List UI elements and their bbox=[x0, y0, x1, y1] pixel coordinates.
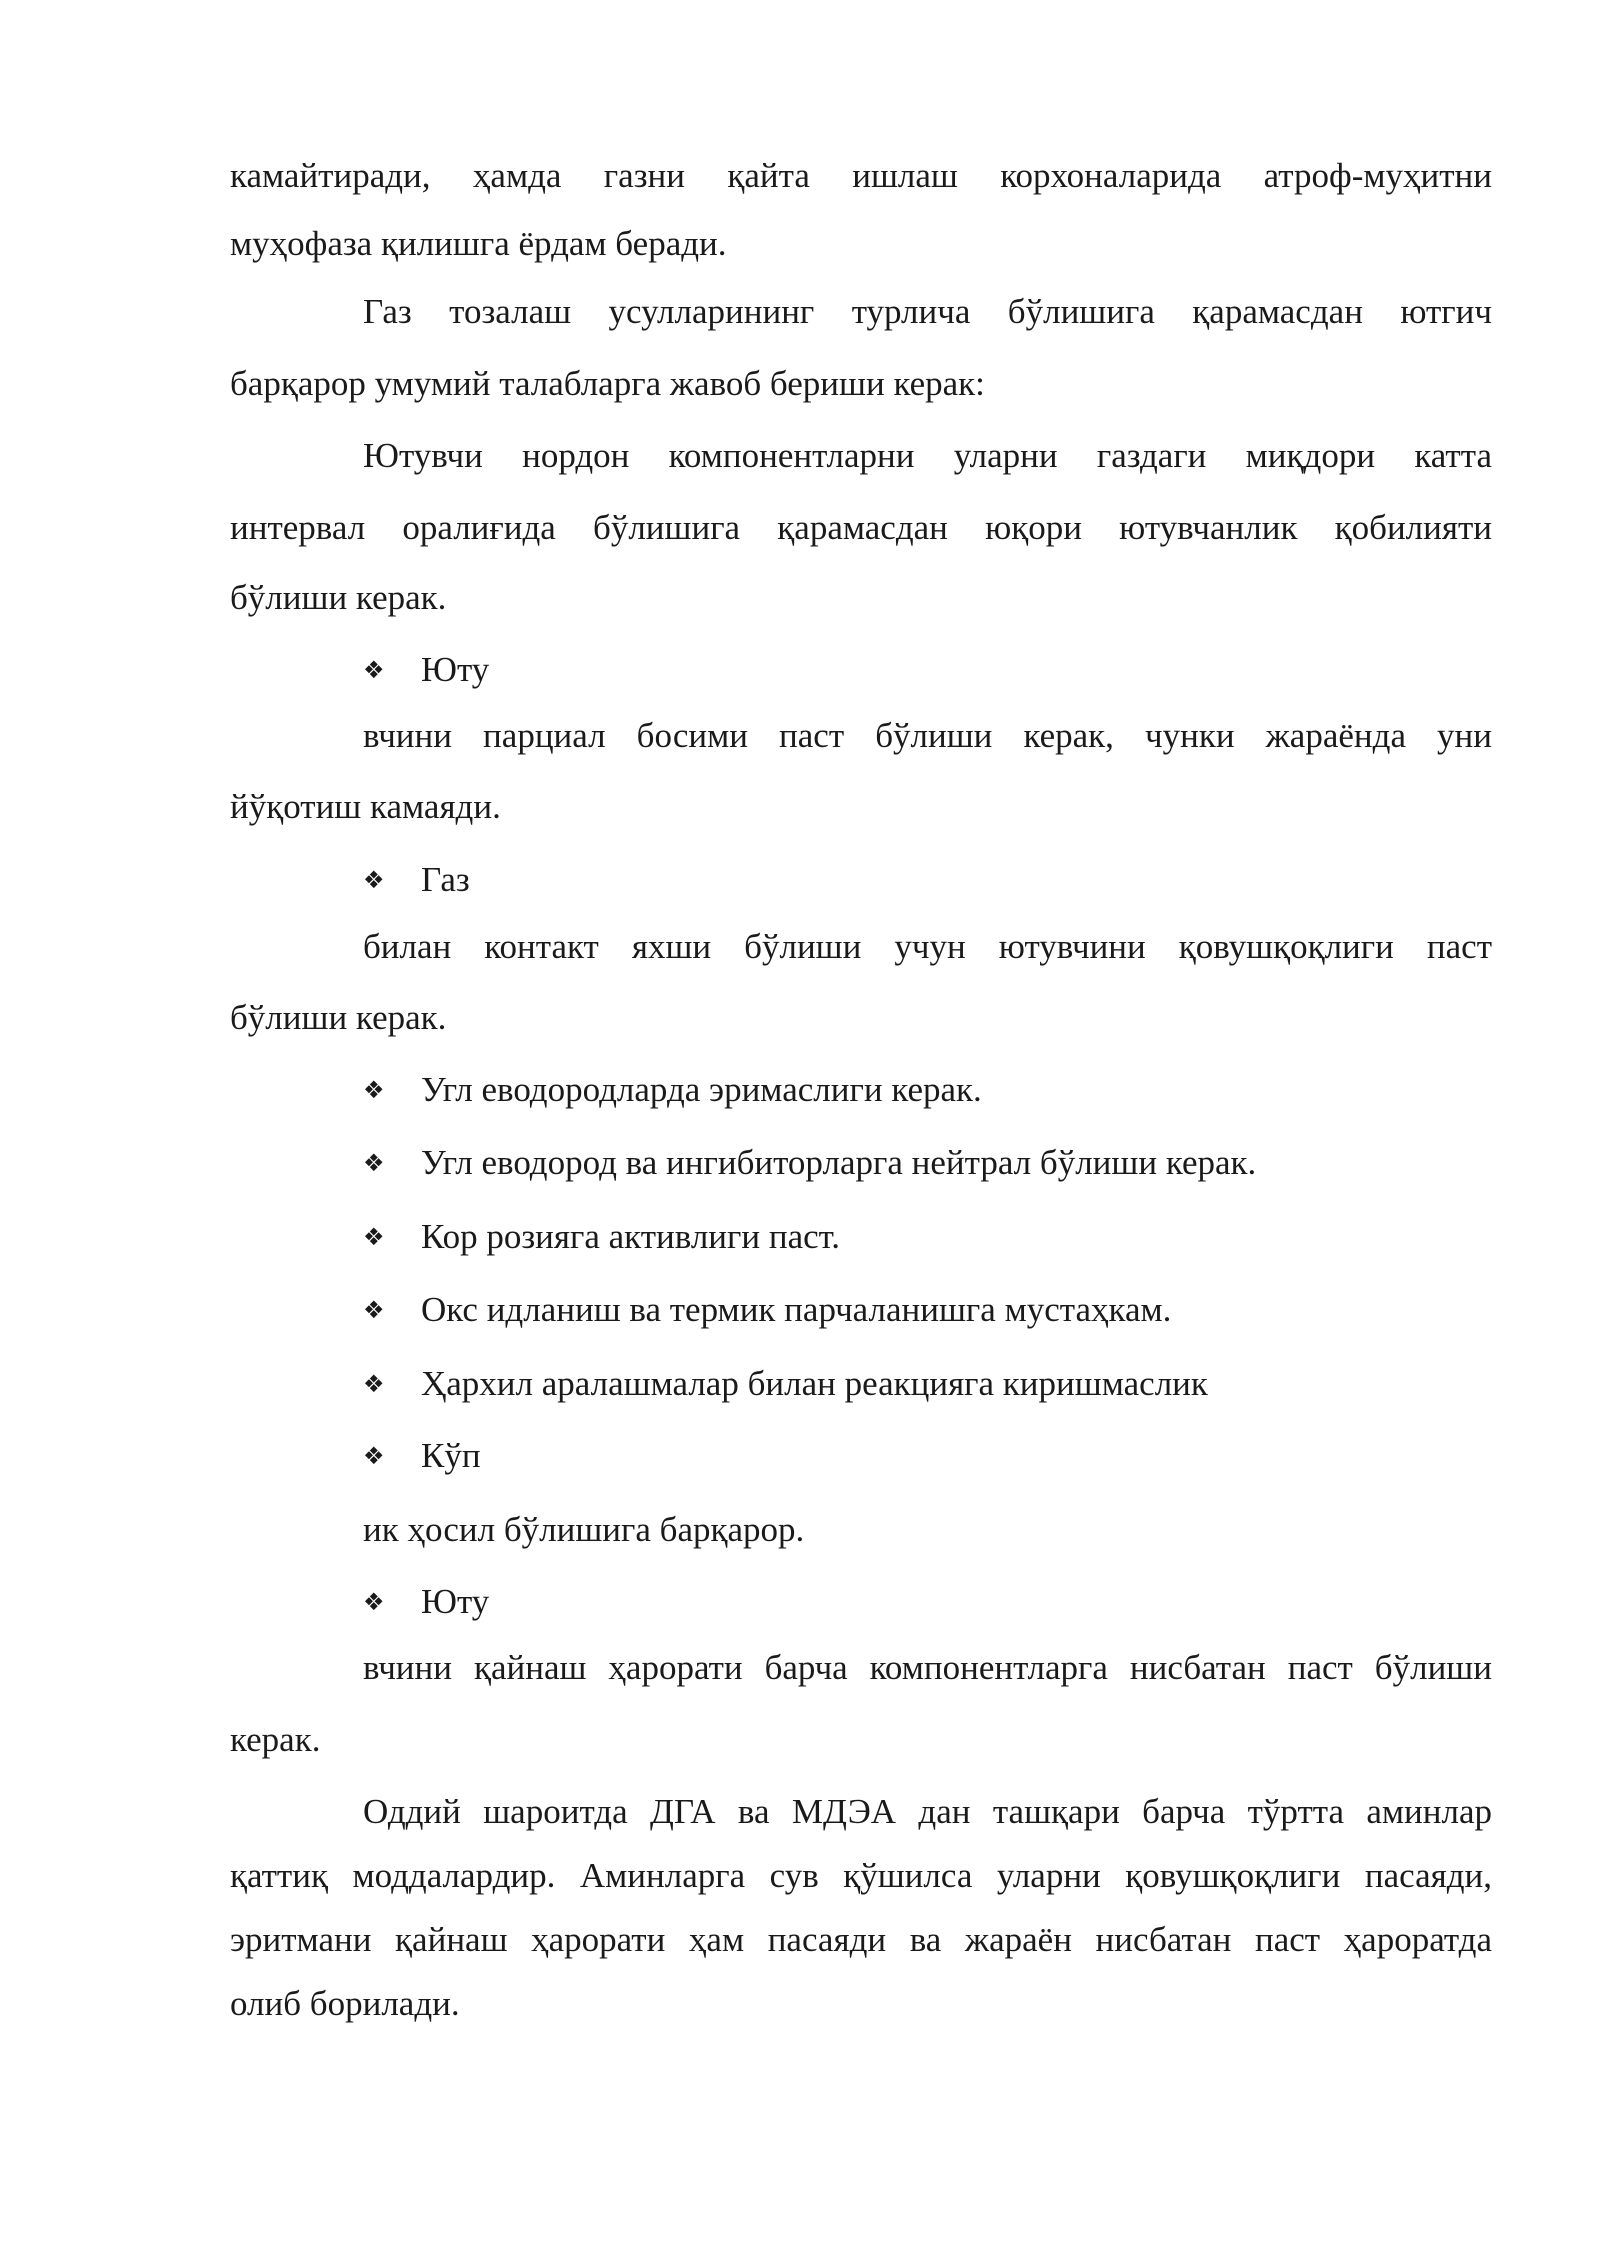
bullet-item-1 bbox=[363, 648, 489, 692]
bullet-item-4 bbox=[363, 1141, 1256, 1185]
bullet-diamond-icon: ❖ bbox=[363, 1149, 385, 1177]
bullet-item-7 bbox=[363, 1362, 1208, 1406]
bullet-item-5 bbox=[363, 1215, 840, 1259]
bullet-item-4-text: Угл еводород ва ингибиторларга нейтрал бўлиши керак. bbox=[421, 1143, 1257, 1182]
paragraph-8-line-4: олиб борилади. bbox=[230, 1984, 460, 2023]
bullet-diamond-icon: ❖ bbox=[363, 1442, 385, 1470]
paragraph-3-line-3: бўлиши керак. bbox=[230, 578, 447, 617]
paragraph-5-line-2: бўлиши керак. bbox=[230, 998, 447, 1037]
bullet-item-6-text: Окс идланиш ва термик парчаланишга мустаҳкам. bbox=[421, 1290, 1172, 1329]
paragraph-1-line-1: камайтиради, ҳамда газни қайта ишлаш корхоналарида атроф-муҳитни bbox=[230, 156, 1492, 195]
paragraph-8-line-3: эритмани қайнаш ҳарорати ҳам пасаяди ва жараён нисбатан паст ҳароратда bbox=[230, 1920, 1492, 1959]
bullet-diamond-icon: ❖ bbox=[363, 1223, 385, 1251]
bullet-diamond-icon: ❖ bbox=[363, 1296, 385, 1324]
paragraph-3-line-1: Ютувчи нордон компонентларни уларни газдаги миқдори катта bbox=[363, 436, 1492, 475]
paragraph-2-line-2: барқарор умумий талабларга жавоб бериши керак: bbox=[230, 364, 985, 403]
paragraph-4-line-2: йўқотиш камаяди. bbox=[230, 787, 501, 826]
bullet-item-1-text: Юту bbox=[421, 650, 490, 689]
bullet-diamond-icon: ❖ bbox=[363, 1588, 385, 1616]
bullet-item-5-text: Кор розияга активлиги паст. bbox=[421, 1217, 841, 1256]
bullet-diamond-icon: ❖ bbox=[363, 1076, 385, 1104]
bullet-item-6 bbox=[363, 1288, 1171, 1332]
paragraph-7-line-1: вчини қайнаш ҳарорати барча компонентларга нисбатан паст бўлиши bbox=[363, 1648, 1492, 1687]
bullet-item-8-text: Кўп bbox=[421, 1436, 481, 1475]
bullet-diamond-icon: ❖ bbox=[363, 656, 385, 684]
bullet-item-8 bbox=[363, 1434, 481, 1478]
paragraph-8-line-2: қаттиқ моддалардир. Аминларга сув қўшилса уларни қовушқоқлиги пасаяди, bbox=[230, 1856, 1492, 1895]
paragraph-5-line-1: билан контакт яхши бўлиши учун ютувчини қовушқоқлиги паст bbox=[363, 927, 1492, 966]
bullet-item-9 bbox=[363, 1580, 489, 1624]
bullet-item-2-text: Газ bbox=[421, 860, 470, 899]
bullet-item-3 bbox=[363, 1068, 982, 1112]
paragraph-3-line-2: интервал оралиғида бўлишига қарамасдан юқори ютувчанлик қобилияти bbox=[230, 508, 1492, 547]
paragraph-4-line-1: вчини парциал босими паст бўлиши керак, чунки жараёнда уни bbox=[363, 716, 1492, 755]
paragraph-1-line-2: муҳофаза қилишга ёрдам беради. bbox=[230, 224, 727, 263]
paragraph-6-line-1: ик ҳосил бўлишига барқарор. bbox=[363, 1510, 805, 1549]
bullet-item-7-text: Ҳархил аралашмалар билан реакцияга киришмаслик bbox=[421, 1364, 1208, 1403]
paragraph-2-line-1: Газ тозалаш усулларининг турлича бўлишига қарамасдан ютгич bbox=[363, 292, 1492, 331]
bullet-item-3-text: Угл еводородларда эримаслиги керак. bbox=[421, 1070, 982, 1109]
bullet-item-2 bbox=[363, 858, 470, 902]
bullet-item-9-text: Юту bbox=[421, 1582, 490, 1621]
bullet-diamond-icon: ❖ bbox=[363, 1370, 385, 1398]
paragraph-7-line-2: керак. bbox=[230, 1720, 321, 1759]
bullet-diamond-icon: ❖ bbox=[363, 866, 385, 894]
paragraph-8-line-1: Оддий шароитда ДГА ва МДЭА дан ташқари барча тўртта аминлар bbox=[363, 1792, 1492, 1831]
